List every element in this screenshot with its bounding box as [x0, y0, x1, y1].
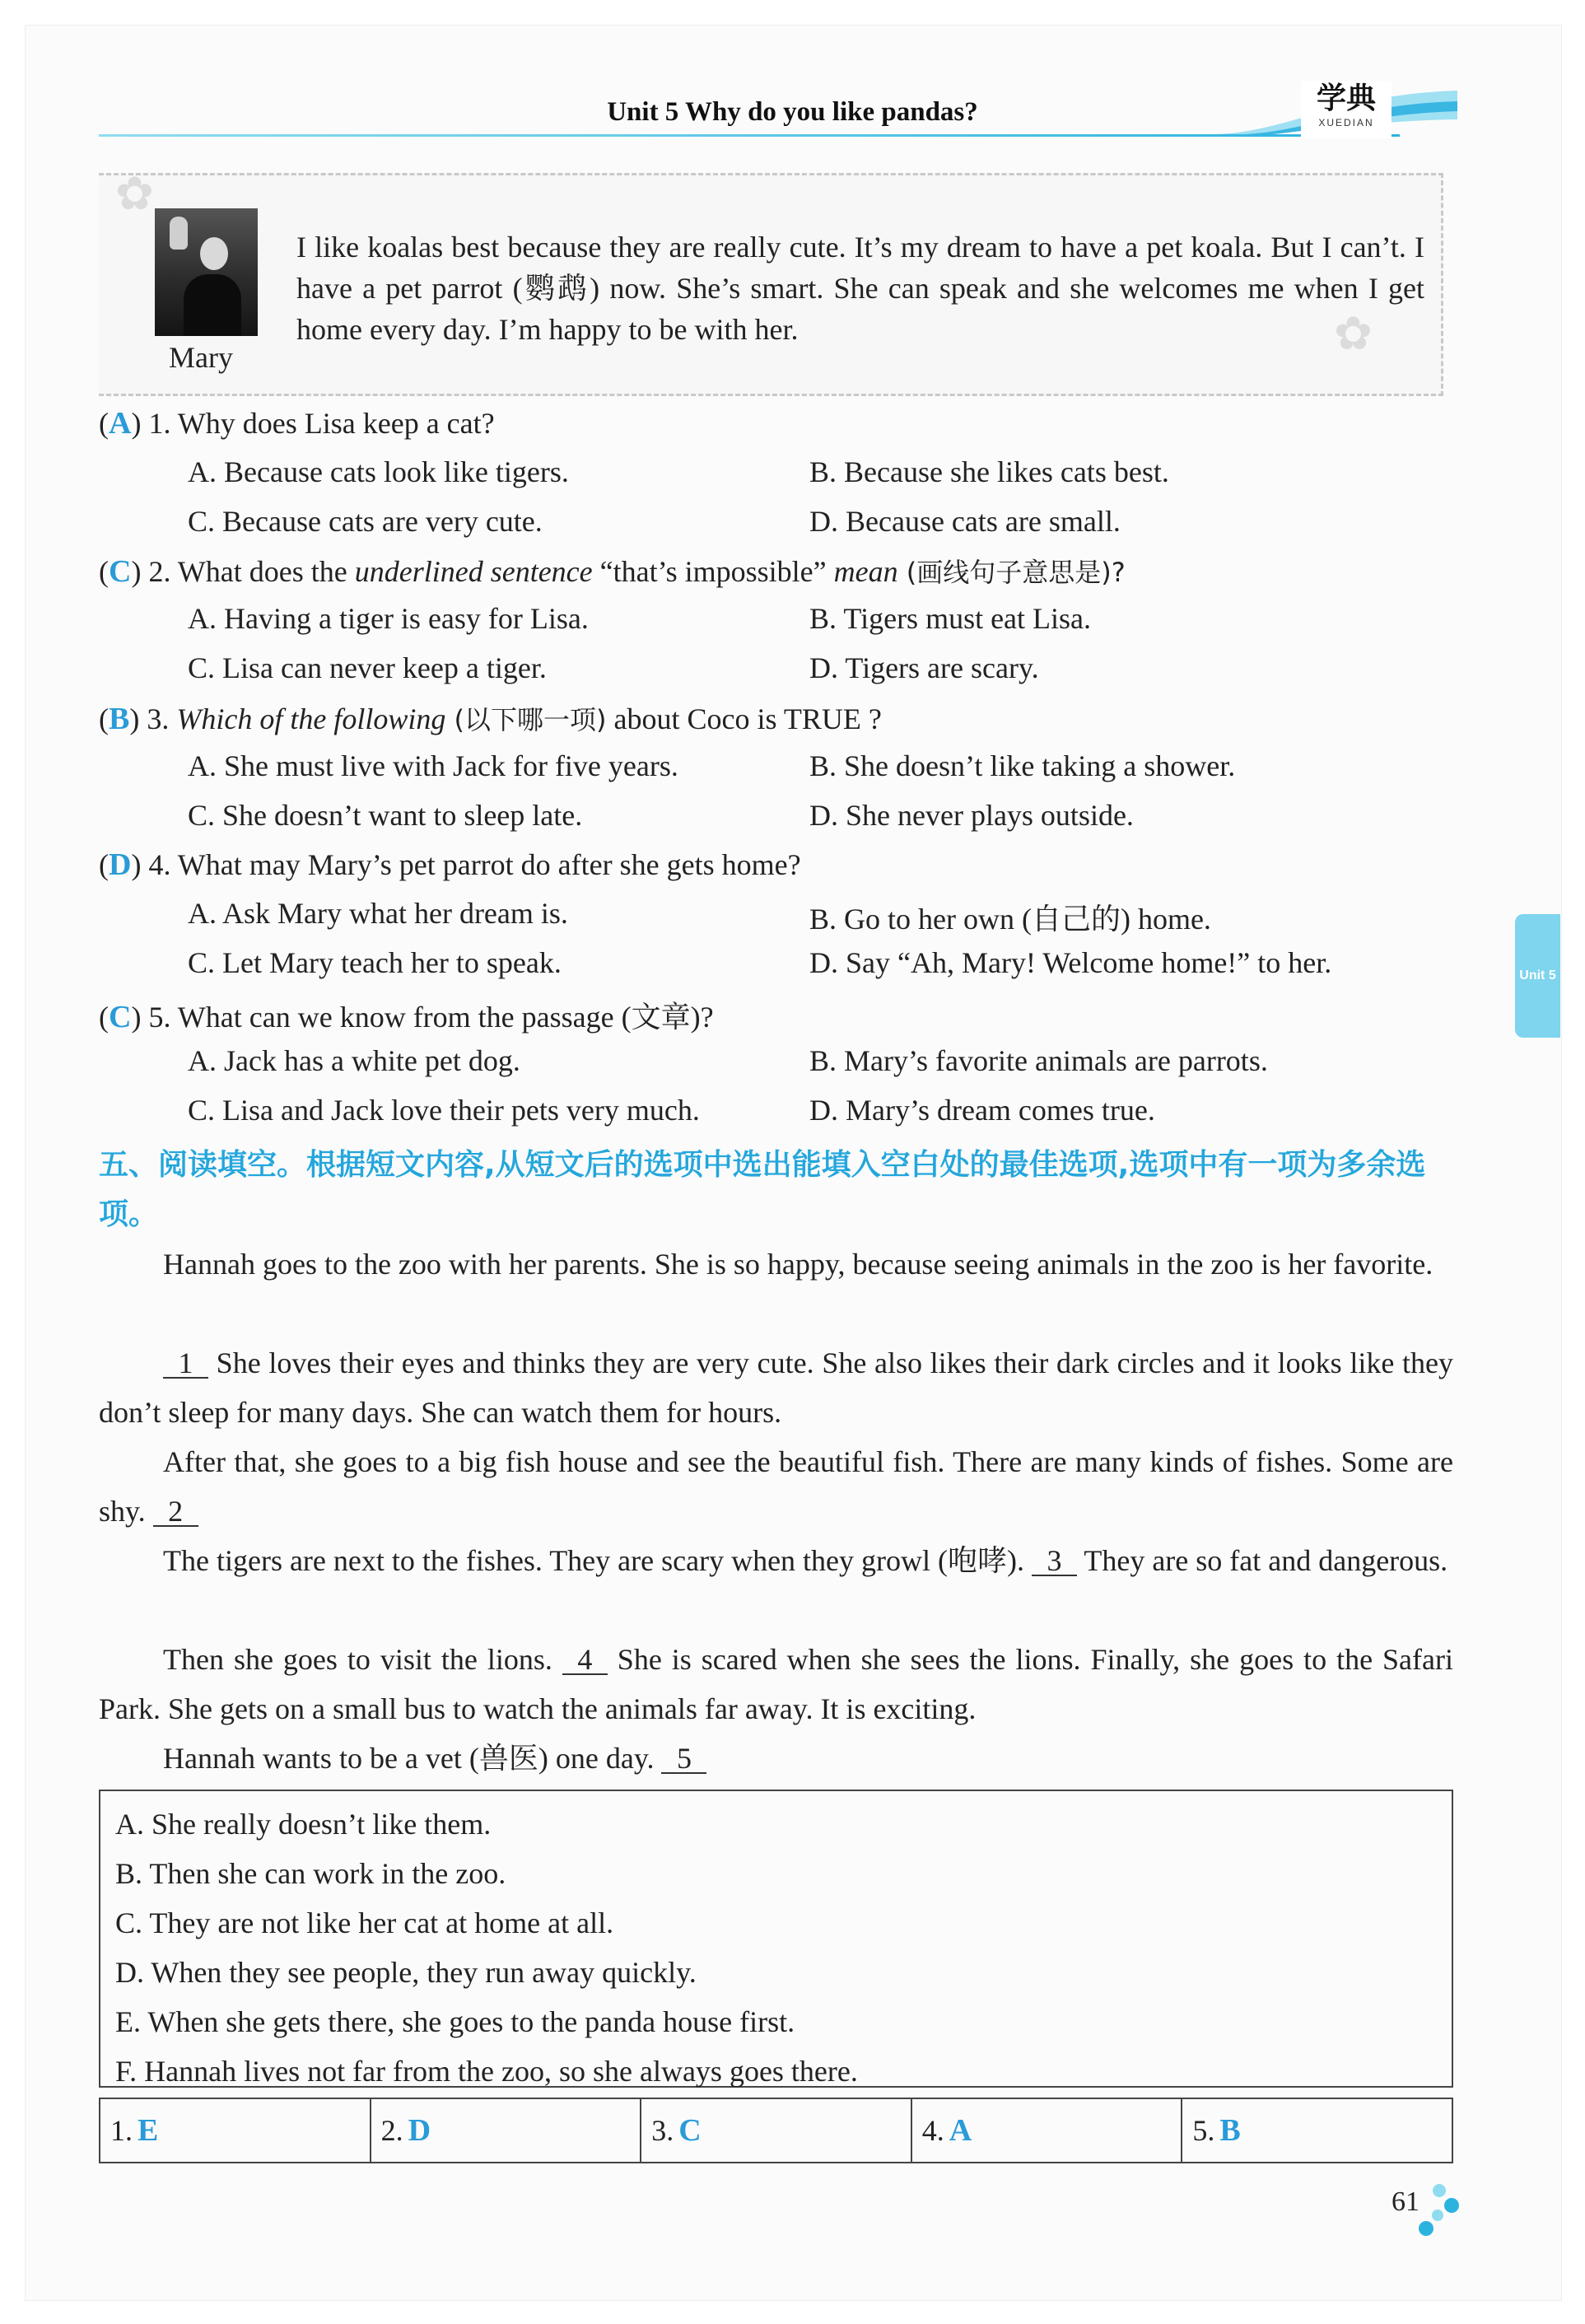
question-italic: Which of the following	[176, 702, 446, 735]
answer-cell	[912, 2099, 1183, 2162]
question-3: (B) 3. Which of the following (以下哪一项) about Coco is TRUE ?	[99, 702, 882, 736]
answer-mark: B	[109, 702, 130, 736]
question-text: 3.	[147, 702, 177, 735]
answer-mark: A	[109, 406, 132, 441]
blank-2: 2	[153, 1497, 198, 1527]
answer-value: A	[949, 2113, 972, 2148]
question-text: 4. What may Mary’s pet parrot do after she gets home?	[148, 848, 801, 881]
mary-photo	[155, 208, 258, 336]
paragraph-6	[99, 1734, 1453, 1783]
question-5: (C) 5. What can we know from the passage (文章)?	[99, 1000, 714, 1034]
answer-mark: D	[109, 847, 132, 882]
photo-hand	[170, 217, 188, 250]
option: C. Let Mary teach her to speak.	[188, 946, 562, 979]
brand-logo	[1301, 81, 1392, 138]
blank-4: 4	[562, 1645, 608, 1675]
paragraph-text: She is scared when she sees the lions. Finally, she goes to the Safari Park. She gets on a small bus to watch the animals far away. It is exciting.	[99, 1643, 1453, 1725]
question-italic: underlined sentence	[354, 555, 593, 588]
answer-value: C	[678, 2113, 702, 2148]
option: D. Tigers are scary.	[809, 651, 1039, 684]
option: D. Mary’s dream comes true.	[809, 1094, 1155, 1127]
mary-passage-text: I like koalas best because they are really cute. It’s my dream to have a pet koala. But I can’t. I have a pet parrot (鹦鹉) now. She’s smart. She can speak and she welcomes me when I get home every day. I’m happy to be with her.	[296, 231, 1424, 346]
option: A. Jack has a white pet dog.	[188, 1044, 520, 1077]
page-number: 61	[1392, 2186, 1420, 2217]
option: C. Lisa can never keep a tiger.	[188, 651, 547, 684]
answer-mark: C	[109, 1000, 132, 1034]
page-title: Unit 5 Why do you like pandas?	[607, 97, 978, 127]
section-5-title: 五、阅读填空。根据短文内容,从短文后的选项中选出能填入空白处的最佳选项,选项中有一项为多余选项。	[99, 1148, 1426, 1231]
answer-number: 2.	[380, 2114, 403, 2147]
option: C. Lisa and Jack love their pets very much.	[188, 1094, 700, 1127]
option-line: A. She really doesn’t like them.	[115, 1808, 492, 1841]
answer-cell	[371, 2099, 642, 2162]
option-line: E. When she gets there, she goes to the panda house first.	[115, 2005, 795, 2038]
question-1: (A) 1. Why does Lisa keep a cat?	[99, 406, 495, 441]
option-line: D. When they see people, they run away quickly.	[115, 1956, 697, 1989]
question-italic: mean	[833, 555, 898, 588]
answer-mark: C	[109, 554, 132, 589]
paragraph-text: Then she goes to visit the lions.	[163, 1643, 562, 1676]
option: A. Having a tiger is easy for Lisa.	[188, 602, 589, 635]
paragraph-text: They are so fat and dangerous.	[1077, 1544, 1448, 1577]
answer-number: 3.	[651, 2114, 674, 2147]
flower-decoration-icon: ✿	[1334, 307, 1373, 361]
option: B. Tigers must eat Lisa.	[809, 602, 1092, 635]
option: B. She doesn’t like taking a shower.	[809, 749, 1236, 782]
option: B. Mary’s favorite animals are parrots.	[809, 1044, 1268, 1077]
option-line: B. Then she can work in the zoo.	[115, 1857, 506, 1890]
mary-name-caption: Mary	[169, 341, 233, 374]
option: B. Because she likes cats best.	[809, 455, 1169, 488]
answer-cell	[100, 2099, 371, 2162]
option: A. Ask Mary what her dream is.	[188, 897, 568, 930]
paragraph-4	[99, 1536, 1453, 1585]
option: D. Because cats are small.	[809, 505, 1121, 538]
answer-number: 4.	[921, 2114, 944, 2147]
question-text: about Coco is TRUE ?	[606, 702, 882, 735]
option: D. Say “Ah, Mary! Welcome home!” to her.	[809, 946, 1332, 979]
dots-decoration-icon	[1415, 2181, 1464, 2255]
option: D. She never plays outside.	[809, 799, 1134, 832]
answer-cell	[641, 2099, 912, 2162]
brand-name-en: XUEDIAN	[1318, 117, 1374, 128]
mary-passage-box	[99, 167, 1443, 396]
paragraph-5	[99, 1635, 1453, 1734]
answer-value: E	[138, 2113, 159, 2148]
paragraph-1: Hannah goes to the zoo with her parents. She is so happy, because seeing animals in the zoo is her favorite.	[163, 1248, 1433, 1281]
unit-side-tab: Unit 5	[1515, 914, 1560, 1038]
answer-cell	[1182, 2099, 1452, 2162]
option-line: C. They are not like her cat at home at all.	[115, 1906, 614, 1939]
photo-face	[200, 237, 228, 270]
answer-number: 5.	[1192, 2114, 1215, 2147]
answer-table	[99, 2098, 1453, 2163]
option: A. She must live with Jack for five years.	[188, 749, 678, 782]
blank-3: 3	[1032, 1547, 1077, 1576]
question-text: 1. Why does Lisa keep a cat?	[148, 407, 495, 440]
question-text: 2. What does the	[148, 555, 355, 588]
option: C. Because cats are very cute.	[188, 505, 543, 538]
blank-5: 5	[661, 1744, 706, 1774]
question-cn-gloss: (以下哪一项)	[445, 704, 607, 735]
question-text: 5. What can we know from the passage (文章)?	[148, 1001, 714, 1034]
photo-body	[184, 274, 241, 336]
paragraph-text: After that, she goes to a big fish house and see the beautiful fish. There are many kinds of fishes. Some are shy.	[99, 1445, 1453, 1528]
paragraph-2	[99, 1338, 1453, 1437]
flower-decoration-icon: ✿	[115, 167, 154, 221]
answer-value: D	[408, 2113, 431, 2148]
option-line: F. Hannah lives not far from the zoo, so she always goes there.	[115, 2055, 858, 2088]
options-box	[99, 1790, 1453, 2088]
header-rule	[99, 134, 1400, 137]
blank-1: 1	[163, 1349, 208, 1379]
question-cn-gloss: (画线句子意思是)?	[897, 557, 1126, 588]
question-4: (D) 4. What may Mary’s pet parrot do after she gets home?	[99, 847, 801, 882]
question-2: (C) 2. What does the underlined sentence “that’s impossible” mean (画线句子意思是)?	[99, 554, 1126, 589]
option: C. She doesn’t want to sleep late.	[188, 799, 583, 832]
option: B. Go to her own (自己的) home.	[809, 903, 1211, 936]
paragraph-text: The tigers are next to the fishes. They are scary when they growl (咆哮).	[163, 1544, 1032, 1577]
answer-number: 1.	[110, 2114, 133, 2147]
paragraph-text: Hannah wants to be a vet (兽医) one day.	[163, 1742, 662, 1775]
brand-name-cn: 学典	[1316, 82, 1376, 115]
question-text: “that’s impossible”	[592, 555, 834, 588]
answer-value: B	[1219, 2113, 1241, 2148]
paragraph-3	[99, 1437, 1453, 1536]
paragraph-text: She loves their eyes and thinks they are very cute. She also likes their dark circles and it looks like they don’t sleep for many days. She can watch them for hours.	[99, 1346, 1453, 1429]
option: A. Because cats look like tigers.	[188, 455, 569, 488]
